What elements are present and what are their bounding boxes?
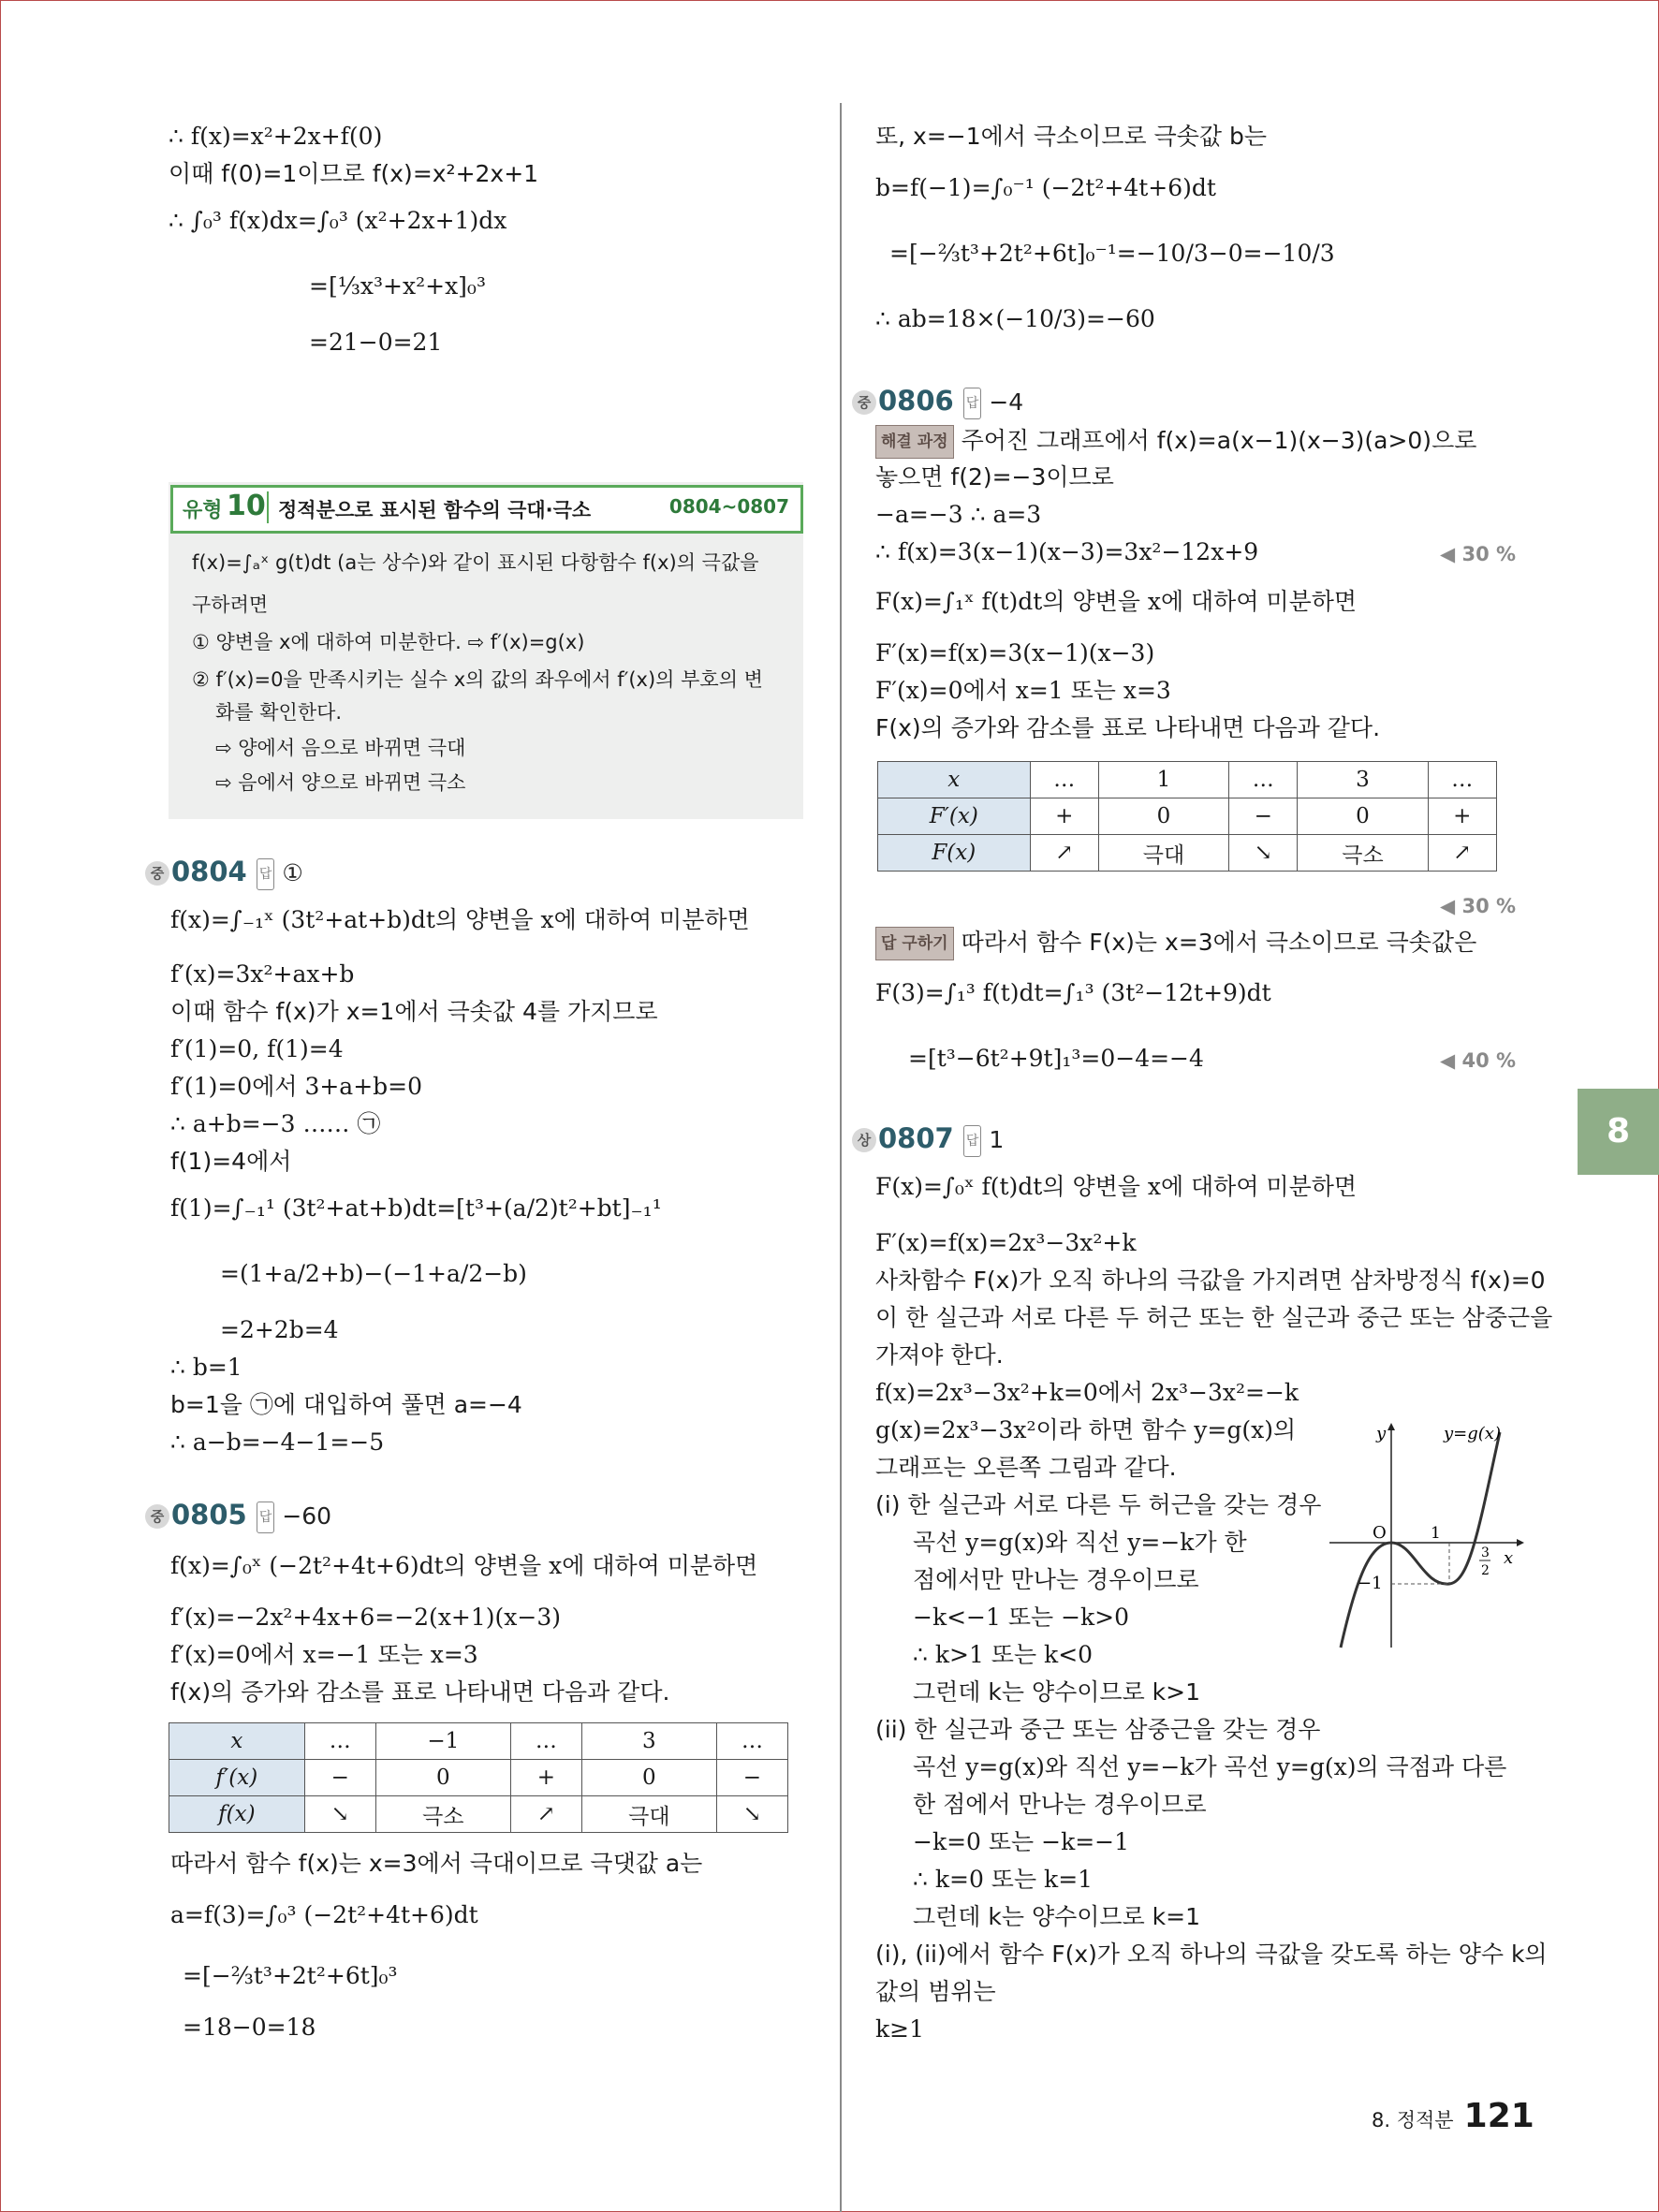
curve-label: y=g(x) bbox=[1444, 1424, 1501, 1443]
solution-line: b=f(−1)=∫₀⁻¹ (−2t²+4t+6)dt bbox=[875, 174, 1216, 201]
solution-line: 또, x=−1에서 극소이므로 극솟값 b는 bbox=[875, 123, 1267, 150]
difficulty-badge: 중 bbox=[145, 1504, 169, 1529]
problem-number: 0804 bbox=[171, 856, 247, 887]
eq-line: =[⅓x³+x²+x]₀³ bbox=[309, 272, 486, 300]
answer-value: −60 bbox=[282, 1502, 332, 1530]
eq-line: ∴ f(x)=x²+2x+f(0) bbox=[169, 123, 383, 150]
concept-line: ② f′(x)=0을 만족시키는 실수 x의 값의 좌우에서 f′(x)의 부호의 변 bbox=[192, 668, 763, 691]
concept-line: 구하려면 bbox=[192, 593, 269, 616]
concept-line: ⇨ 양에서 음으로 바뀌면 극대 bbox=[215, 737, 466, 759]
problem-header bbox=[852, 386, 1023, 419]
difficulty-badge: 중 bbox=[852, 390, 876, 415]
answer-tag: 답 bbox=[963, 388, 982, 419]
solution-line: F′(x)=0에서 x=1 또는 x=3 bbox=[875, 677, 1171, 704]
solution-line: −k=0 또는 −k=−1 bbox=[913, 1828, 1130, 1855]
table-cell: 0 bbox=[1098, 798, 1228, 835]
solution-line: f′(x)=0에서 x=−1 또는 x=3 bbox=[170, 1641, 478, 1668]
answer-tag: 답 bbox=[257, 1502, 275, 1533]
solution-line: 곡선 y=g(x)와 직선 y=−k가 한 bbox=[913, 1529, 1247, 1556]
solution-line: 놓으면 f(2)=−3이므로 bbox=[875, 463, 1114, 491]
table-cell: + bbox=[1428, 798, 1497, 835]
solution-text: 주어진 그래프에서 f(x)=a(x−1)(x−3)(a>0)으로 bbox=[961, 427, 1477, 454]
solution-line: =[t³−6t²+9t]₁³=0−4=−4 bbox=[908, 1045, 1204, 1072]
table-cell: + bbox=[1030, 798, 1098, 835]
score-percent: ◀ 30 % bbox=[1440, 895, 1517, 917]
step-label: 해결 과정 bbox=[875, 425, 954, 459]
eq-line: =21−0=21 bbox=[309, 329, 443, 356]
solution-line: F(x)=∫₁ˣ f(t)dt의 양변을 x에 대하여 미분하면 bbox=[875, 588, 1358, 615]
table-cell: ↘ bbox=[304, 1796, 375, 1833]
solution-line: f(x)=∫₀ˣ (−2t²+4t+6)dt의 양변을 x에 대하여 미분하면 bbox=[170, 1552, 758, 1579]
solution-line: (ii) 한 실근과 중근 또는 삼중근을 갖는 경우 bbox=[875, 1716, 1321, 1743]
solution-line: 그런데 k는 양수이므로 k>1 bbox=[913, 1678, 1200, 1706]
origin-label: O bbox=[1373, 1523, 1387, 1543]
page-footer bbox=[1372, 2097, 1534, 2135]
table-cell: … bbox=[510, 1723, 581, 1760]
solution-line: f(x)=∫₋₁ˣ (3t²+at+b)dt의 양변을 x에 대하여 미분하면 bbox=[170, 906, 750, 933]
table-cell: + bbox=[510, 1760, 581, 1796]
solution-line: −k<−1 또는 −k>0 bbox=[913, 1604, 1130, 1631]
tick-label-3-2-num: 3 bbox=[1481, 1545, 1490, 1560]
solution-line: f(x)의 증가와 감소를 표로 나타내면 다음과 같다. bbox=[170, 1678, 670, 1706]
solution-line: ∴ k=0 또는 k=1 bbox=[913, 1866, 1094, 1893]
table-cell: 극소 bbox=[1298, 835, 1428, 872]
solution-line: =[−⅔t³+2t²+6t]₀³ bbox=[183, 1962, 398, 1989]
answer-value: 1 bbox=[989, 1126, 1005, 1153]
solution-line: f′(x)=3x²+ax+b bbox=[170, 960, 355, 988]
solution-line bbox=[875, 425, 1476, 459]
table-cell: 극대 bbox=[1098, 835, 1228, 872]
solution-line: f(x)=2x³−3x²+k=0에서 2x³−3x²=−k bbox=[875, 1379, 1299, 1406]
difficulty-badge: 상 bbox=[852, 1128, 876, 1152]
table-cell: … bbox=[1229, 762, 1298, 798]
concept-line: ① 양변을 x에 대하여 미분한다. ⇨ f′(x)=g(x) bbox=[192, 631, 585, 653]
curve-g bbox=[1341, 1432, 1500, 1648]
answer-tag: 답 bbox=[963, 1125, 982, 1157]
footer-chapter: 8. 정적분 bbox=[1372, 2109, 1454, 2131]
problem-header bbox=[852, 1123, 1004, 1157]
table-cell: ↗ bbox=[510, 1796, 581, 1833]
solution-line: ∴ a+b=−3 …… ㉠ bbox=[170, 1110, 381, 1137]
table-cell: 극소 bbox=[375, 1796, 510, 1833]
cubic-graph bbox=[1320, 1414, 1526, 1657]
solution-line: f(1)=4에서 bbox=[170, 1148, 292, 1175]
table-cell: 3 bbox=[581, 1723, 716, 1760]
solution-line: =[−⅔t³+2t²+6t]₀⁻¹=−10/3−0=−10/3 bbox=[889, 240, 1335, 267]
solution-line: 값의 범위는 bbox=[875, 1978, 996, 2005]
solution-line: b=1을 ㉠에 대입하여 풀면 a=−4 bbox=[170, 1391, 522, 1418]
eq-line: ∴ ∫₀³ f(x)dx=∫₀³ (x²+2x+1)dx bbox=[169, 207, 507, 234]
solution-line: 사차함수 F(x)가 오직 하나의 극값을 가지려면 삼차방정식 f(x)=0 bbox=[875, 1267, 1546, 1294]
table-row-header: F(x) bbox=[878, 835, 1031, 872]
sign-table-0806 bbox=[877, 761, 1497, 872]
table-cell: 3 bbox=[1298, 762, 1428, 798]
concept-box-header bbox=[170, 485, 803, 534]
solution-line: F(x)=∫₀ˣ f(t)dt의 양변을 x에 대하여 미분하면 bbox=[875, 1173, 1358, 1200]
table-row-header: f′(x) bbox=[169, 1760, 305, 1796]
chapter-tab: 8 bbox=[1578, 1089, 1659, 1175]
table-cell: 극대 bbox=[581, 1796, 716, 1833]
problem-header bbox=[145, 1500, 331, 1533]
solution-line: 그래프는 오른쪽 그림과 같다. bbox=[875, 1454, 1177, 1481]
step-label: 답 구하기 bbox=[875, 927, 954, 960]
solution-line: 곡선 y=g(x)와 직선 y=−k가 곡선 y=g(x)의 극점과 다른 bbox=[913, 1753, 1507, 1780]
type-label: 유형 bbox=[183, 499, 223, 522]
table-cell: − bbox=[304, 1760, 375, 1796]
concept-line: 화를 확인한다. bbox=[215, 701, 343, 724]
solution-line: ∴ a−b=−4−1=−5 bbox=[170, 1428, 385, 1456]
solution-line: f(1)=∫₋₁¹ (3t²+at+b)dt=[t³+(a/2)t²+bt]₋₁¹ bbox=[170, 1194, 662, 1222]
concept-line: f(x)=∫ₐˣ g(t)dt (a는 상수)와 같이 표시된 다항함수 f(x)의 극값을 bbox=[192, 551, 759, 574]
table-row bbox=[169, 1796, 788, 1833]
x-axis-label: x bbox=[1504, 1548, 1514, 1568]
table-row bbox=[878, 798, 1497, 835]
table-cell: ↗ bbox=[1030, 835, 1098, 872]
solution-line: ∴ ab=18×(−10/3)=−60 bbox=[875, 305, 1155, 332]
y-axis-label: y bbox=[1376, 1424, 1387, 1443]
problem-number: 0807 bbox=[878, 1122, 954, 1154]
table-cell: … bbox=[1030, 762, 1098, 798]
table-cell: ↘ bbox=[1229, 835, 1298, 872]
table-cell: 0 bbox=[581, 1760, 716, 1796]
table-cell: … bbox=[1428, 762, 1497, 798]
solution-line: F′(x)=f(x)=3(x−1)(x−3) bbox=[875, 639, 1155, 667]
solution-line: (i), (ii)에서 함수 F(x)가 오직 하나의 극값을 갖도록 하는 양수 k의 bbox=[875, 1941, 1548, 1968]
answer-value: ① bbox=[282, 859, 303, 886]
type-separator bbox=[267, 491, 269, 523]
sign-table-0805 bbox=[169, 1722, 788, 1833]
x-axis-arrow bbox=[1517, 1539, 1524, 1546]
difficulty-badge: 중 bbox=[145, 861, 169, 886]
solution-line: 따라서 함수 f(x)는 x=3에서 극대이므로 극댓값 a는 bbox=[170, 1850, 703, 1877]
solution-line: 한 점에서 만나는 경우이므로 bbox=[913, 1791, 1207, 1818]
solution-line: 그런데 k는 양수이므로 k=1 bbox=[913, 1903, 1200, 1930]
solution-line: ∴ k>1 또는 k<0 bbox=[913, 1641, 1094, 1668]
table-cell: ↘ bbox=[716, 1796, 787, 1833]
solution-line: 이때 함수 f(x)가 x=1에서 극솟값 4를 가지므로 bbox=[170, 998, 658, 1025]
table-cell: −1 bbox=[375, 1723, 510, 1760]
solution-line: ∴ b=1 bbox=[170, 1354, 242, 1381]
table-cell: 0 bbox=[1298, 798, 1428, 835]
table-cell: 1 bbox=[1098, 762, 1228, 798]
solution-line: 가져야 한다. bbox=[875, 1341, 1004, 1369]
table-cell: 0 bbox=[375, 1760, 510, 1796]
table-row bbox=[878, 835, 1497, 872]
solution-line: F′(x)=f(x)=2x³−3x²+k bbox=[875, 1229, 1137, 1256]
solution-line: f′(x)=−2x²+4x+6=−2(x+1)(x−3) bbox=[170, 1604, 561, 1631]
answer-value: −4 bbox=[989, 388, 1024, 416]
table-row-header: x bbox=[878, 762, 1031, 798]
solution-text: 따라서 함수 F(x)는 x=3에서 극소이므로 극솟값은 bbox=[961, 929, 1477, 956]
concept-line: ⇨ 음에서 양으로 바뀌면 극소 bbox=[215, 771, 466, 794]
tick-label-3-2-den: 2 bbox=[1481, 1563, 1490, 1578]
problem-number: 0806 bbox=[878, 385, 954, 417]
type-range: 0804~0807 bbox=[668, 495, 789, 518]
solution-line: k≥1 bbox=[875, 2015, 925, 2043]
solution-line bbox=[875, 927, 1476, 960]
tick-label-1: 1 bbox=[1431, 1524, 1441, 1543]
problem-number: 0805 bbox=[171, 1499, 247, 1531]
type-title: 정적분으로 표시된 함수의 극대·극소 bbox=[278, 499, 592, 521]
solution-line: ∴ f(x)=3(x−1)(x−3)=3x²−12x+9 bbox=[875, 538, 1259, 565]
page-number: 121 bbox=[1463, 2097, 1534, 2135]
solution-line: =18−0=18 bbox=[183, 2014, 316, 2041]
type-number: 10 bbox=[227, 490, 266, 522]
solution-line: (i) 한 실근과 서로 다른 두 허근을 갖는 경우 bbox=[875, 1491, 1322, 1518]
score-percent: ◀ 40 % bbox=[1440, 1049, 1517, 1072]
tick-label-minus-1: −1 bbox=[1358, 1574, 1383, 1593]
table-row-header: f(x) bbox=[169, 1796, 305, 1833]
table-cell: − bbox=[1229, 798, 1298, 835]
solution-line: a=f(3)=∫₀³ (−2t²+4t+6)dt bbox=[170, 1901, 478, 1928]
solution-line: −a=−3 ∴ a=3 bbox=[875, 501, 1042, 528]
table-row bbox=[169, 1723, 788, 1760]
solution-line: F(3)=∫₁³ f(t)dt=∫₁³ (3t²−12t+9)dt bbox=[875, 979, 1271, 1006]
text-line: 이때 f(0)=1이므로 f(x)=x²+2x+1 bbox=[169, 160, 539, 187]
solution-line: f′(1)=0, f(1)=4 bbox=[170, 1035, 344, 1062]
solution-line: f′(1)=0에서 3+a+b=0 bbox=[170, 1073, 423, 1100]
table-row-header: F′(x) bbox=[878, 798, 1031, 835]
table-row bbox=[169, 1760, 788, 1796]
solution-line: F(x)의 증가와 감소를 표로 나타내면 다음과 같다. bbox=[875, 714, 1381, 741]
table-row bbox=[878, 762, 1497, 798]
solution-line: =2+2b=4 bbox=[220, 1316, 339, 1343]
solution-line: g(x)=2x³−3x²이라 하면 함수 y=g(x)의 bbox=[875, 1416, 1297, 1443]
table-cell: … bbox=[716, 1723, 787, 1760]
table-cell: … bbox=[304, 1723, 375, 1760]
y-axis-arrow bbox=[1387, 1423, 1395, 1430]
solution-line: =(1+a/2+b)−(−1+a/2−b) bbox=[220, 1260, 527, 1287]
answer-tag: 답 bbox=[257, 858, 275, 890]
score-percent: ◀ 30 % bbox=[1440, 543, 1517, 565]
column-divider bbox=[840, 103, 842, 2212]
solution-line: 이 한 실근과 서로 다른 두 허근 또는 한 실근과 중근 또는 삼중근을 bbox=[875, 1304, 1553, 1331]
solution-line: 점에서만 만나는 경우이므로 bbox=[913, 1566, 1199, 1593]
table-cell: − bbox=[716, 1760, 787, 1796]
problem-header bbox=[145, 857, 303, 890]
table-row-header: x bbox=[169, 1723, 305, 1760]
table-cell: ↗ bbox=[1428, 835, 1497, 872]
